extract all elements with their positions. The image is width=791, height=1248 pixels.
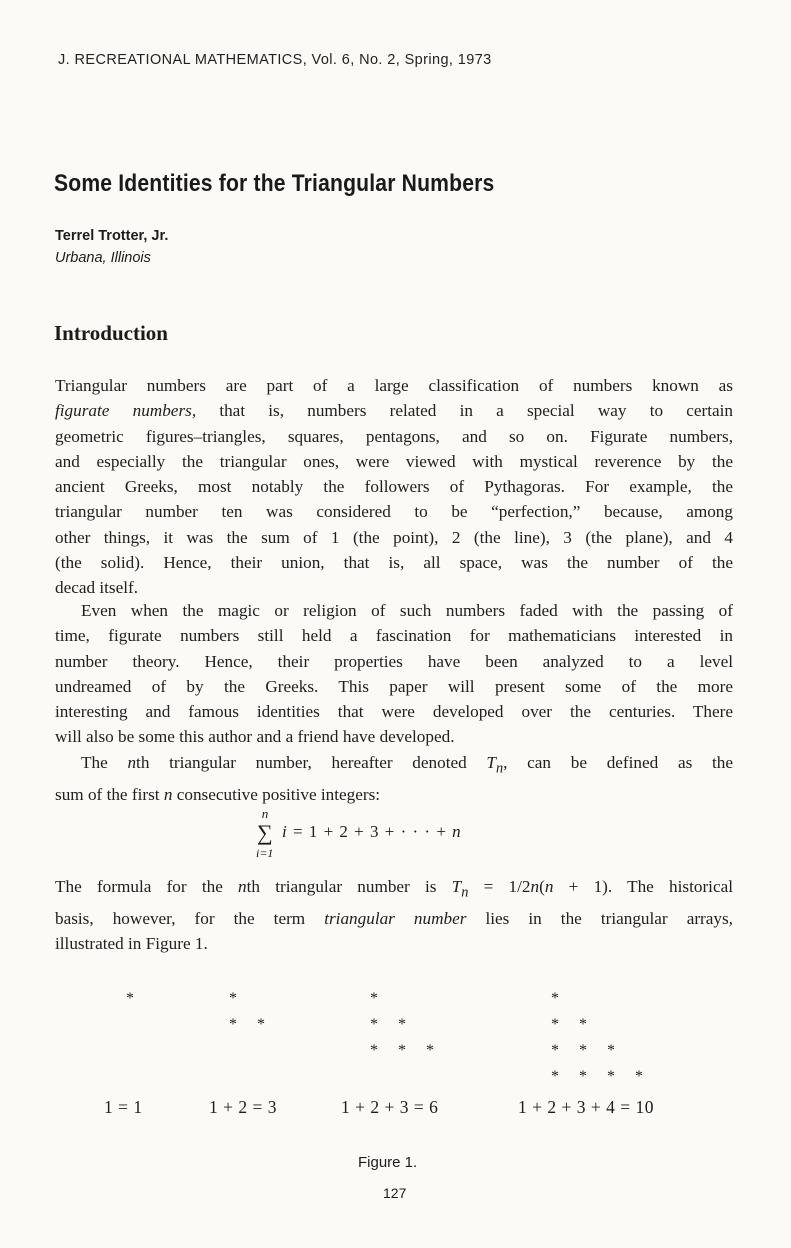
- text-span: (: [539, 877, 545, 896]
- math-var: T: [486, 752, 496, 772]
- asterisk-mark: *: [370, 1016, 378, 1033]
- asterisk-mark: *: [635, 1068, 643, 1085]
- math-subscript: n: [461, 884, 469, 901]
- asterisk-mark: *: [579, 1068, 587, 1085]
- text-line: (the solid). Hence, their union, that is, all space, was the number of the: [55, 553, 733, 573]
- sigma-symbol: ∑: [257, 820, 273, 845]
- text-line: will also be some this author and a friend have developed.: [55, 727, 455, 747]
- text-span: , can be defined as the: [503, 752, 733, 772]
- text-span: = 1 + 2 + 3 + · · · +: [287, 822, 453, 841]
- text-line: [55, 782, 733, 807]
- paper-title: Some Identities for the Triangular Numbers: [54, 170, 495, 197]
- text-span: that is, numbers related in a special way to certain: [196, 401, 734, 421]
- text-line: decad itself.: [55, 578, 139, 598]
- asterisk-mark: *: [229, 990, 237, 1007]
- asterisk-mark: *: [229, 1016, 237, 1033]
- text-line: Triangular numbers are part of a large classification of numbers known as: [55, 376, 733, 395]
- text-line: triangular number ten was considered to be “perfection,” because, among: [55, 502, 733, 522]
- sum-upper-limit: n: [261, 806, 269, 821]
- asterisk-mark: *: [607, 1068, 615, 1085]
- figure-label-3: 1 + 2 = 3: [209, 1097, 277, 1117]
- asterisk-mark: *: [607, 1042, 615, 1059]
- math-var: n: [530, 877, 540, 896]
- italic-term: triangular number: [324, 908, 467, 928]
- text-line: geometric figures–triangles, squares, pentagons, and so on. Figurate numbers,: [55, 426, 733, 446]
- figure-label-10: 1 + 2 + 3 + 4 = 10: [518, 1097, 654, 1117]
- text-line: interesting and famous identities that were developed over the centuries. There: [55, 702, 733, 722]
- math-var: n: [163, 784, 173, 804]
- text-line: time, figurate numbers still held a fascination for mathematicians interested in: [55, 626, 733, 646]
- text-line: and especially the triangular ones, were viewed with mystical reverence by the: [55, 451, 733, 471]
- math-var: n: [127, 752, 137, 772]
- summation-formula: [258, 806, 518, 866]
- asterisk-mark: *: [370, 1042, 378, 1059]
- math-var: T: [451, 877, 462, 896]
- italic-term: figurate numbers,: [55, 401, 197, 421]
- text-line: [55, 398, 733, 423]
- paragraph-formula: [55, 874, 733, 956]
- author-name: Terrel Trotter, Jr.: [55, 228, 169, 244]
- asterisk-mark: *: [370, 990, 378, 1007]
- math-var: i: [282, 822, 288, 841]
- math-subscript: n: [495, 760, 504, 777]
- sum-lower-limit: i=1: [256, 846, 274, 860]
- sum-expression: [282, 822, 462, 842]
- asterisk-mark: *: [426, 1042, 434, 1059]
- text-span: th triangular number is: [246, 877, 452, 896]
- math-var: n: [452, 822, 462, 841]
- text-line: Even when the magic or religion of such numbers faded with the passing of: [81, 601, 733, 620]
- text-span: + 1). The historical: [553, 877, 733, 896]
- text-span: basis, however, for the term: [55, 908, 325, 928]
- text-line: other things, it was the sum of 1 (the point), 2 (the line), 3 (the plane), and 4: [55, 527, 733, 547]
- text-line: number theory. Hence, their properties have been analyzed to a level: [55, 651, 733, 671]
- text-span: The formula for the: [55, 877, 239, 896]
- asterisk-mark: *: [579, 1042, 587, 1059]
- text-line: illustrated in Figure 1.: [55, 934, 208, 954]
- text-line: [55, 906, 733, 931]
- asterisk-mark: *: [126, 990, 134, 1007]
- asterisk-mark: *: [551, 990, 559, 1007]
- text-span: = 1/2: [468, 877, 531, 896]
- text-span: sum of the first: [55, 784, 164, 804]
- text-span: lies in the triangular arrays,: [466, 908, 733, 928]
- text-line: undreamed of by the Greeks. This paper will present some of the more: [55, 676, 733, 696]
- journal-header: J. RECREATIONAL MATHEMATICS, Vol. 6, No. 2, Spring, 1973: [58, 52, 492, 68]
- text-span: th triangular number, hereafter denoted: [136, 752, 487, 772]
- text-line: [55, 874, 733, 906]
- math-var: n: [238, 877, 247, 896]
- author-affiliation: Urbana, Illinois: [55, 250, 151, 266]
- text-span: The: [81, 752, 128, 772]
- paragraph-introduction: [55, 373, 733, 601]
- paragraph-history: [55, 598, 733, 807]
- figure-label-1: 1 = 1: [104, 1097, 143, 1117]
- asterisk-mark: *: [551, 1016, 559, 1033]
- figure-caption: Figure 1.: [358, 1154, 418, 1171]
- math-var: n: [544, 877, 554, 896]
- text-line: ancient Greeks, most notably the followers of Pythagoras. For example, the: [55, 477, 733, 497]
- asterisk-mark: *: [579, 1016, 587, 1033]
- asterisk-mark: *: [551, 1068, 559, 1085]
- figure-label-6: 1 + 2 + 3 = 6: [341, 1097, 439, 1117]
- text-span: consecutive positive integers:: [172, 784, 381, 804]
- asterisk-mark: *: [551, 1042, 559, 1059]
- asterisk-mark: *: [257, 1016, 265, 1033]
- text-line: [55, 750, 733, 782]
- section-heading: Introduction: [54, 321, 168, 345]
- asterisk-mark: *: [398, 1016, 406, 1033]
- page-number: 127: [383, 1185, 407, 1201]
- asterisk-mark: *: [398, 1042, 406, 1059]
